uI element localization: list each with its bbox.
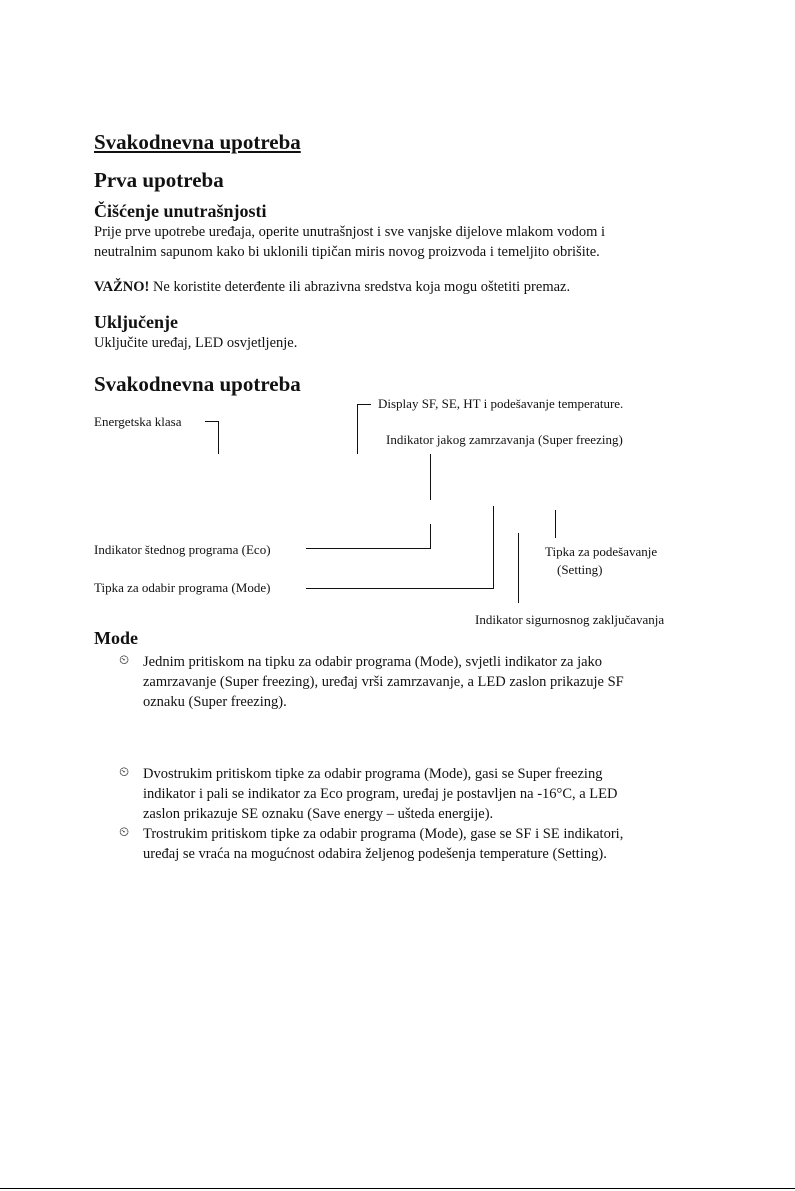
mode-bullet2-line3: zaslon prikazuje SE oznaku (Save energy – ušteda energije).	[143, 806, 494, 822]
cleaning-text-line1: Prije prve upotrebe uređaja, operite unutrašnjost i sve vanjske dijelove mlakom vodom i	[94, 224, 605, 240]
leader-display-v	[357, 404, 358, 454]
leader-energy-v	[218, 421, 219, 454]
section-heading-mode: Mode	[94, 628, 138, 648]
mode-bullet1-line3: oznaku (Super freezing).	[143, 694, 287, 710]
leader-safety-lock	[518, 533, 519, 603]
mode-bullet3-line2: uređaj se vraća na mogućnost odabira željenog podešenja temperature (Setting).	[143, 846, 607, 862]
clock-icon: ⏲	[119, 765, 130, 780]
cleaning-text-line2: neutralnim sapunom kako bi uklonili tipičan miris novog proizvoda i temeljito obrišite.	[94, 244, 600, 260]
important-label: VAŽNO!	[94, 279, 150, 295]
section-heading-first-use: Prva upotreba	[94, 168, 224, 192]
leader-energy-h	[205, 421, 219, 422]
leader-eco-v	[430, 524, 431, 549]
leader-setting	[555, 510, 556, 538]
leader-mode-v	[493, 506, 494, 589]
leader-eco-h	[306, 548, 431, 549]
clock-icon: ⏲	[119, 653, 130, 668]
label-safety-lock: Indikator sigurnosnog zaključavanja	[475, 612, 665, 627]
clock-icon: ⏲	[119, 825, 130, 840]
mode-bullet1-line2: zamrzavanje (Super freezing), uređaj vrši zamrzavanje, a LED zaslon prikazuje SF	[143, 674, 624, 690]
section-heading-daily-use: Svakodnevna upotreba	[94, 372, 301, 396]
leader-mode-h	[306, 588, 494, 589]
mode-bullet2-line1: Dvostrukim pritiskom tipke za odabir programa (Mode), gasi se Super freezing	[143, 766, 603, 782]
important-note	[94, 277, 570, 297]
subheading-cleaning: Čišćenje unutrašnjosti	[94, 201, 267, 221]
mode-bullet3-line1: Trostrukim pritiskom tipke za odabir programa (Mode), gase se SF i SE indikatori,	[143, 826, 624, 842]
label-eco-indicator: Indikator štednog programa (Eco)	[94, 542, 271, 557]
page-bottom-border	[0, 1188, 795, 1189]
mode-bullet2-line2: indikator i pali se indikator za Eco program, uređaj je postavljen na -16°C, a LED	[143, 786, 618, 802]
power-on-text: Uključite uređaj, LED osvjetljenje.	[94, 335, 298, 351]
mode-bullet1-line1: Jednim pritiskom na tipku za odabir programa (Mode), svjetli indikator za jako	[143, 654, 603, 670]
label-display: Display SF, SE, HT i podešavanje temperature.	[378, 396, 624, 411]
important-text: Ne koristite deterđente ili abrazivna sredstva koja mogu oštetiti premaz.	[149, 279, 571, 295]
label-super-freezing: Indikator jakog zamrzavanja (Super freezing)	[386, 432, 623, 447]
section-heading-power-on: Uključenje	[94, 312, 178, 332]
label-mode-button: Tipka za odabir programa (Mode)	[94, 580, 271, 595]
label-setting-button-2: (Setting)	[557, 562, 603, 577]
leader-display-h	[357, 404, 371, 405]
page-title: Svakodnevna upotreba	[94, 130, 301, 154]
leader-super-freezing	[430, 454, 431, 500]
label-energy-class: Energetska klasa	[94, 414, 182, 429]
label-setting-button-1: Tipka za podešavanje	[545, 544, 658, 559]
